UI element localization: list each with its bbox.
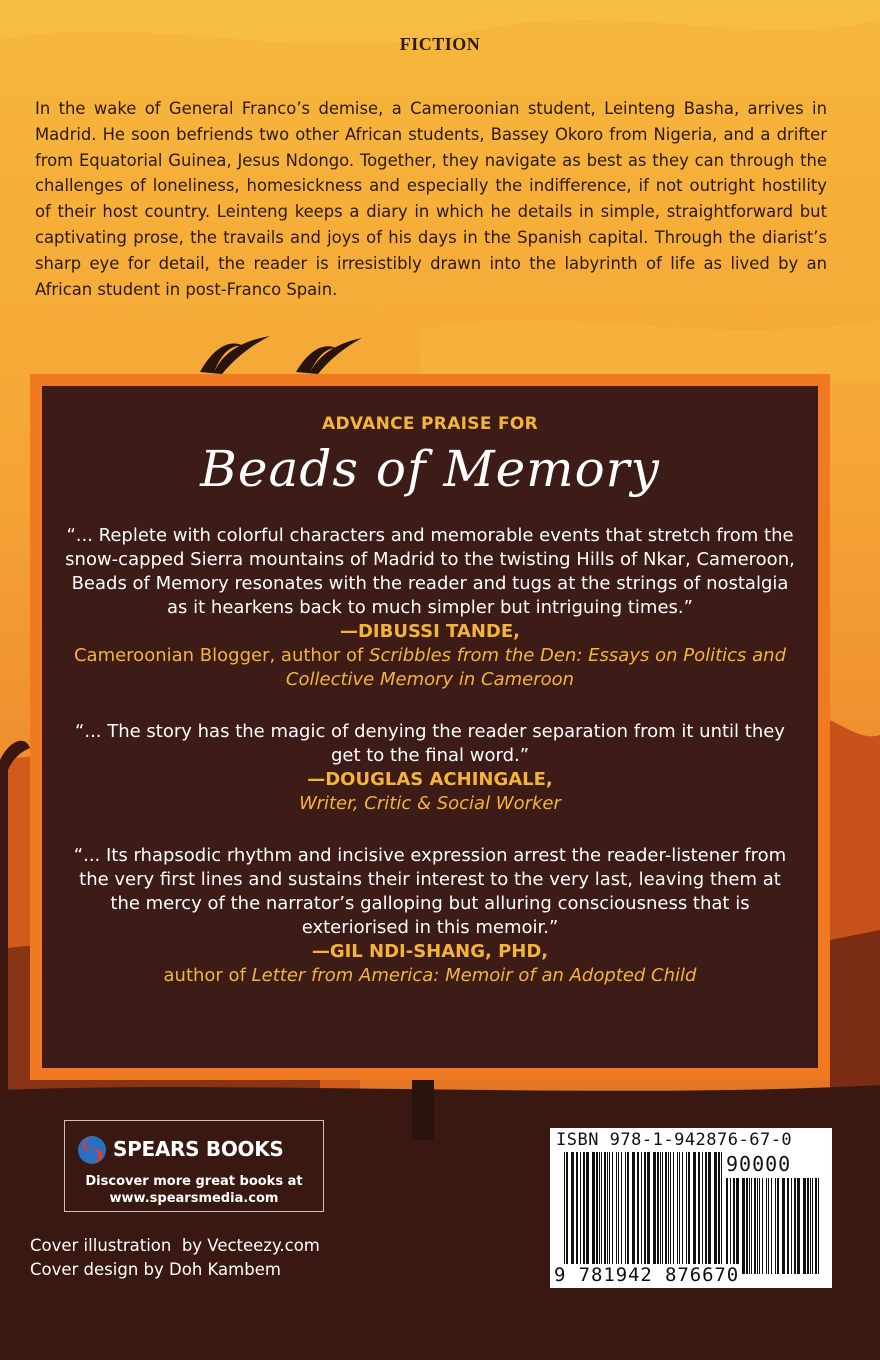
barcode-bar: [612, 1152, 613, 1274]
barcode-bar: [698, 1152, 700, 1274]
illustration-credit: Cover illustration by Vecteezy.com: [30, 1236, 320, 1255]
praise-heading: ADVANCE PRAISE FOR: [321, 414, 539, 434]
quote-role-title: Letter from America: Memoir of an Adopted Child: [251, 965, 697, 986]
barcode-bar: [810, 1178, 811, 1274]
credits: [30, 1234, 320, 1282]
barcode-bar: [566, 1152, 568, 1274]
barcode-bar: [592, 1152, 595, 1274]
barcode-bar: [812, 1178, 813, 1274]
publisher-tagline: [65, 1173, 323, 1207]
barcode-bar: [708, 1152, 711, 1274]
barcode-bar: [621, 1152, 622, 1274]
barcode-bar: [564, 1152, 565, 1274]
barcode-bar: [583, 1152, 585, 1274]
barcode-bar: [580, 1152, 581, 1274]
quote-role-prefix: author of: [163, 965, 252, 986]
barcode-bar: [759, 1178, 760, 1274]
quote-role-title: Scribbles from the Den: Essays on Politics and Collective Memory in Cameroon: [285, 645, 787, 690]
price-code: 90000: [726, 1152, 792, 1176]
barcode-bar: [782, 1178, 785, 1274]
quote-author: —DOUGLAS ACHINGALE,: [307, 769, 553, 790]
barcode-bar: [797, 1178, 800, 1274]
barcode-bar: [601, 1152, 602, 1274]
barcode-bar: [632, 1152, 635, 1274]
barcode-bar: [693, 1152, 696, 1274]
barcode-bar: [571, 1152, 574, 1274]
barcode-bar: [660, 1152, 661, 1274]
barcode-bar: [673, 1152, 674, 1274]
barcode-bar: [653, 1152, 656, 1274]
barcode-bar: [815, 1178, 817, 1274]
barcode-bar: [616, 1152, 617, 1274]
barcode-bar: [775, 1178, 776, 1274]
barcode-bar: [609, 1152, 610, 1274]
barcode-bar: [670, 1152, 671, 1274]
barcode-bar: [682, 1152, 683, 1274]
barcode-bar: [807, 1178, 809, 1274]
category-label: FICTION: [399, 34, 481, 54]
quote-role: [62, 964, 798, 988]
barcode-bar: [733, 1178, 735, 1274]
barcode-bar: [757, 1178, 758, 1274]
barcode-bar: [751, 1178, 752, 1274]
barcode-bar: [702, 1152, 703, 1274]
book-synopsis: In the wake of General Franco’s demise, a Cameroonian student, Leinteng Basha, arrives in Madrid. He soon befriends two other African students, Bassey Okoro from Nigeria, and a drifter from Equatorial Guinea, Jesus Ndongo. Together, they navigate as best as they can through the challenges of loneliness, homesickness and especially the indifference, if not outright hostility of their host country. Leinteng keeps a diary in which he details in simple, straightforward but captivating prose, the travails and joys of his days in the Spanish capital. Through the diarist’s sharp eye for detail, the reader is irresistibly drawn into the labyrinth of life as lived by an African student in post-Franco Spain.: [35, 99, 827, 299]
barcode-bar: [730, 1178, 731, 1274]
barcode-bar: [657, 1152, 659, 1274]
barcode-bar: [746, 1178, 748, 1274]
barcode-bar: [627, 1152, 629, 1274]
isbn-label: ISBN 978-1-942876-67-0: [556, 1130, 793, 1150]
barcode-bar: [771, 1178, 772, 1274]
barcode-bar: [777, 1178, 779, 1274]
barcode-bar: [726, 1178, 728, 1274]
barcode-bar: [718, 1152, 720, 1274]
barcode-bar: [576, 1152, 578, 1274]
barcode-bar: [604, 1152, 606, 1274]
barcode-bar: [596, 1152, 598, 1274]
barcode-bar: [749, 1178, 750, 1274]
barcode-bar: [662, 1152, 663, 1274]
quote-role-prefix: Cameroonian Blogger, author of: [73, 645, 370, 666]
quote-2: [62, 720, 798, 816]
barcode-bar: [637, 1152, 639, 1274]
publisher-website: www.spearsmedia.com: [109, 1191, 279, 1206]
barcode-bar: [754, 1178, 756, 1274]
barcode-bar: [679, 1152, 680, 1274]
barcode-bar: [818, 1178, 819, 1274]
spears-logo-icon: [77, 1135, 107, 1165]
praise-panel: [30, 374, 830, 1080]
ean-digits: 9 781942 876670: [554, 1264, 740, 1286]
praise-panel-inner: [42, 386, 818, 1068]
quote-1: [62, 524, 798, 692]
barcode-bar: [625, 1152, 626, 1274]
barcode-bar: [721, 1152, 722, 1274]
quote-text: “... Its rhapsodic rhythm and incisive expression arrest the reader-listener from the very first lines and sustains their interest to the very last, leaving them at the mercy of the narrator’s galloping but alluring consciousness that is exteriorised in this memoir.”: [73, 845, 787, 938]
barcode-bar: [677, 1152, 678, 1274]
publisher-box: [64, 1120, 324, 1212]
barcode-bar: [644, 1152, 646, 1274]
barcode-bar: [618, 1152, 619, 1274]
barcode-bar: [705, 1152, 707, 1274]
barcode-bar: [607, 1152, 608, 1274]
quote-text: “... Replete with colorful characters and memorable events that stretch from the snow-capped Sierra mountains of Madrid to the twisting Hills of Nkar, Cameroon, Beads of Memory resonates with the reader and tugs at the strings of nostalgia as it hearkens back to much simpler but intriguing times.”: [65, 525, 795, 618]
quote-text: “... The story has the magic of denying the reader separation from it until they get to the final word.”: [75, 721, 785, 766]
barcode-bar: [586, 1152, 589, 1274]
barcode-bar: [736, 1178, 739, 1274]
barcode-box: [550, 1128, 832, 1288]
barcode-bar: [762, 1178, 763, 1274]
barcode-bar: [787, 1178, 789, 1274]
quote-author: —GIL NDI-SHANG, PHD,: [311, 941, 549, 962]
design-credit: Cover design by Doh Kambem: [30, 1260, 281, 1279]
quote-role: [62, 644, 798, 692]
barcode-bar: [688, 1152, 690, 1274]
quote-author: —DIBUSSI TANDE,: [339, 621, 520, 642]
barcode-bar: [714, 1152, 717, 1274]
quote-role-title: Writer, Critic & Social Worker: [299, 793, 561, 814]
barcode-bar: [794, 1178, 796, 1274]
quote-role: [62, 792, 798, 816]
barcode-bar: [599, 1152, 600, 1274]
barcode-bar: [665, 1152, 667, 1274]
book-title: Beads of Memory: [200, 440, 660, 498]
publisher-tagline-line1: Discover more great books at: [85, 1174, 303, 1189]
quote-3: [62, 844, 798, 988]
barcode-bar: [768, 1178, 769, 1274]
barcode-bar: [641, 1152, 642, 1274]
publisher-name: SPEARS BOOKS: [113, 1137, 284, 1161]
barcode-bar: [668, 1152, 669, 1274]
barcode-bar: [742, 1178, 745, 1274]
barcode-bar: [791, 1178, 792, 1274]
barcode-bar: [803, 1178, 806, 1274]
barcode-bar: [686, 1152, 687, 1274]
barcode-bar: [766, 1178, 767, 1274]
barcode-bar: [647, 1152, 650, 1274]
